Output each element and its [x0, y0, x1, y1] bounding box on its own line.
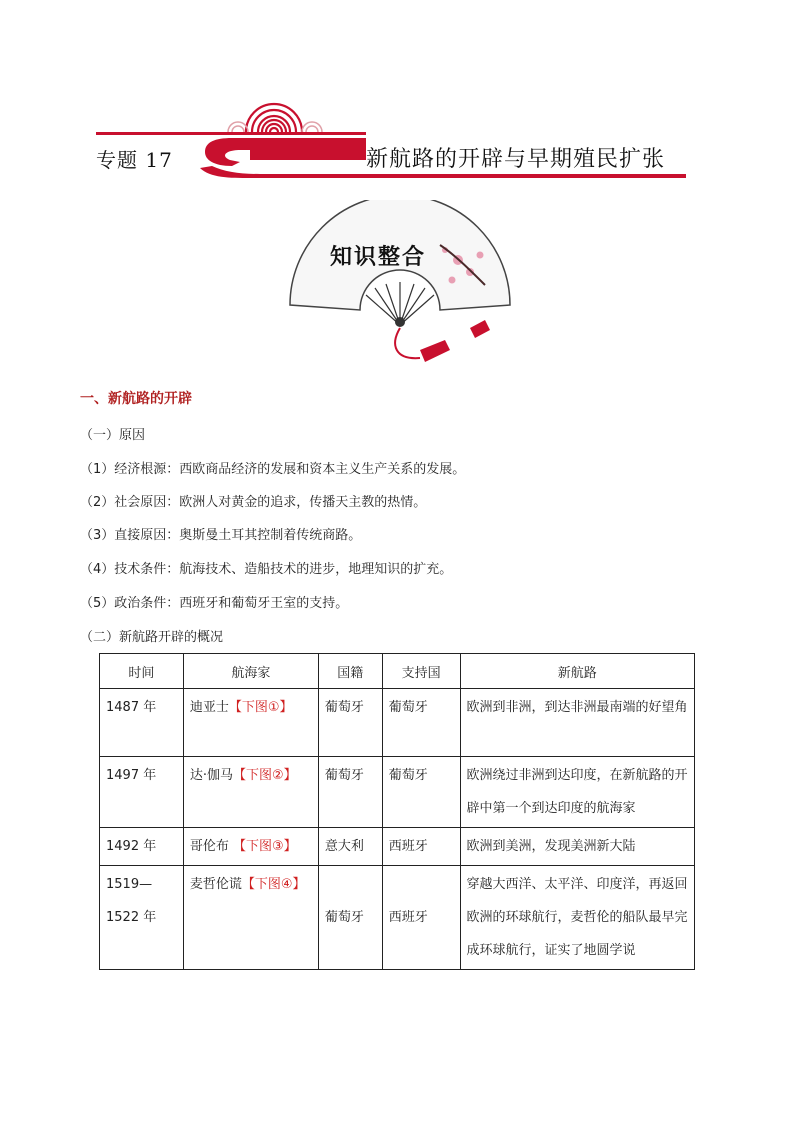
routes-table [99, 653, 695, 970]
subheading-causes: （一）原因 [80, 428, 146, 443]
cause-item: （4）技术条件：航海技术、造船技术的进步，地理知识的扩充。 [80, 562, 453, 577]
cell-time: 1497 年 [100, 757, 184, 828]
cell-nationality: 意大利 [318, 828, 382, 866]
table-row [100, 866, 695, 970]
cell-navigator [183, 757, 318, 828]
figure-ref: 【下图②】 [233, 768, 297, 783]
cell-time: 1492 年 [100, 828, 184, 866]
table-row [100, 757, 695, 828]
cell-navigator [183, 828, 318, 866]
cell-sponsor: 葡萄牙 [382, 757, 460, 828]
cell-route: 穿越大西洋、太平洋、印度洋，再返回欧洲的环球航行，麦哲伦的船队最早完成环球航行，证实了地圆学说 [460, 866, 694, 970]
navigator-name: 达·伽马 [189, 768, 234, 783]
column-header-time: 时间 [100, 654, 184, 689]
navigator-name: 麦哲伦谎 [189, 877, 242, 892]
page-title: 新航路的开辟与早期殖民扩张 [366, 147, 666, 172]
navigator-name: 迪亚士 [189, 700, 229, 715]
figure-ref: 【下图①】 [228, 700, 293, 715]
cause-item: （2）社会原因：欧洲人对黄金的追求，传播天主教的热情。 [80, 495, 427, 510]
subheading-overview: （二）新航路开辟的概况 [80, 630, 224, 645]
cell-nationality: 葡萄牙 [318, 689, 382, 757]
cell-time: 1519—1522 年 [100, 866, 184, 970]
column-header-nationality: 国籍 [318, 654, 382, 689]
cell-nationality: 葡萄牙 [318, 757, 382, 828]
cell-sponsor: 葡萄牙 [382, 689, 460, 757]
fan-illustration [280, 200, 520, 375]
cell-route: 欧洲到非洲，到达非洲最南端的好望角 [460, 689, 694, 757]
figure-ref: 【下图④】 [241, 877, 306, 892]
table-header-row [100, 654, 695, 689]
column-header-navigator: 航海家 [183, 654, 318, 689]
table-row [100, 828, 695, 866]
cell-nationality: 葡萄牙 [318, 866, 382, 970]
cell-sponsor: 西班牙 [382, 866, 460, 970]
cell-navigator [183, 689, 318, 757]
figure-ref: 【下图③】 [233, 839, 297, 854]
column-header-sponsor: 支持国 [382, 654, 460, 689]
table-row [100, 689, 695, 757]
cell-route: 欧洲绕过非洲到达印度，在新航路的开辟中第一个到达印度的航海家 [460, 757, 694, 828]
cause-item: （1）经济根源：西欧商品经济的发展和资本主义生产关系的发展。 [80, 462, 466, 477]
cell-sponsor: 西班牙 [382, 828, 460, 866]
banner-text: 知识整合 [330, 244, 427, 270]
header-banner [0, 0, 794, 200]
cell-route: 欧洲到美洲，发现美洲新大陆 [460, 828, 694, 866]
cell-time: 1487 年 [100, 689, 184, 757]
topic-number: 专题 17 [96, 148, 173, 172]
navigator-name: 哥伦布 [189, 839, 234, 854]
section-heading: 一、新航路的开辟 [80, 391, 192, 407]
cell-navigator [183, 866, 318, 970]
cause-item: （3）直接原因：奥斯曼土耳其控制着传统商路。 [80, 528, 362, 543]
column-header-route: 新航路 [460, 654, 694, 689]
cause-item: （5）政治条件：西班牙和葡萄牙王室的支持。 [80, 596, 349, 611]
